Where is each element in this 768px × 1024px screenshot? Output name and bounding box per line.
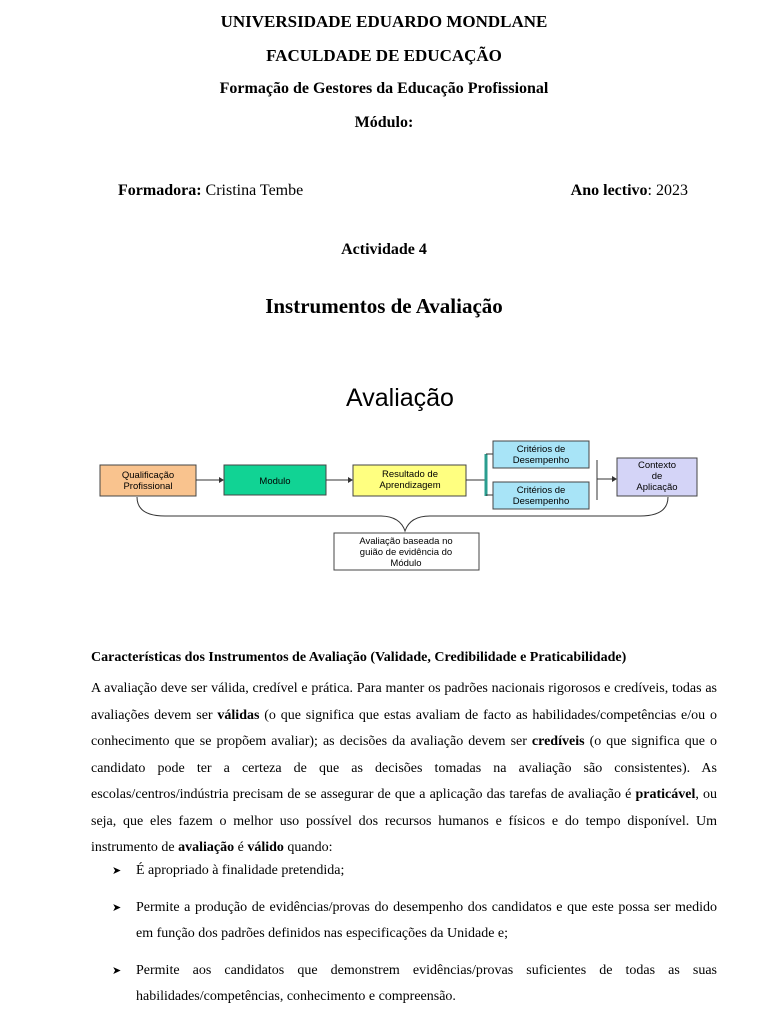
list-item-text: Permite a produção de evidências/provas do desempenho dos candidatos e que este possa ser medido em função dos padrões definidos nas especificações da Unidade e; <box>136 899 717 941</box>
box-resultado-line2: Aprendizagem <box>379 480 441 491</box>
activity-label: Actividade 4 <box>341 241 427 258</box>
trainer-label: Formadora: <box>118 182 202 199</box>
faculty-name: FACULDADE DE EDUCAÇÃO <box>266 46 502 65</box>
section-heading: Características dos Instrumentos de Avaliação (Validade, Credibilidade e Praticabilidade) <box>91 650 627 665</box>
list-item <box>112 958 717 1011</box>
box-contexto-line2: de <box>651 471 663 482</box>
para-text-5: é <box>234 840 248 855</box>
arrow-bullet-icon: ➤ <box>112 964 122 977</box>
para-text-1: A avaliação deve ser válida, credível e prática. Para manter os padrões nacionais rigorosos e credíveis, todas as avaliações devem ser <box>91 681 717 723</box>
para-text-2: (o que significa que estas avaliam de facto as habilidades/competências e/ou o conhecimento que se propõem avaliar); as decisões da avaliação devem ser <box>91 707 717 749</box>
list-item-text: É apropriado à finalidade pretendida; <box>136 863 345 878</box>
program-name: Formação de Gestores da Educação Profissional <box>219 80 549 97</box>
box-criterios-top-line2: Desempenho <box>512 455 570 466</box>
box-qualificacao-line2: Profissional <box>123 481 173 492</box>
year-value: : 2023 <box>647 182 688 199</box>
list-item <box>112 858 717 885</box>
year-label: Ano lectivo <box>570 182 648 199</box>
box-criterios-bottom-line2: Desempenho <box>512 496 570 507</box>
box-modulo-label: Modulo <box>259 476 291 487</box>
box-contexto-line1: Contexto <box>637 460 677 471</box>
arrowhead-modulo-resultado <box>348 477 353 483</box>
box-criterios-bottom-line1: Critérios de <box>516 485 566 496</box>
para-text-4: , ou seja, que eles fazem o melhor uso possível dos recursos humanos e físicos e do tempo disponível. Um instrumento de <box>91 787 717 855</box>
diagram-title: Avaliação <box>346 384 454 412</box>
box-avaliacao-line3: Módulo <box>390 558 422 569</box>
para-bold-avaliacao: avaliação <box>178 840 235 855</box>
arrow-bullet-icon: ➤ <box>112 865 122 877</box>
para-bold-valido: válido <box>247 840 284 855</box>
trainer-line <box>118 182 303 200</box>
box-qualificacao-line1: Qualificação <box>121 470 175 481</box>
para-bold-praticavel: praticável <box>635 787 696 802</box>
box-resultado-line1: Resultado de <box>382 469 438 480</box>
body-paragraph <box>91 676 717 862</box>
criteria-list <box>112 858 717 1011</box>
list-item <box>112 895 717 948</box>
year-line <box>571 182 688 200</box>
trainer-name: Cristina Tembe <box>201 182 304 199</box>
document-title: Instrumentos de Avaliação <box>265 294 503 318</box>
box-contexto-line3: Aplicação <box>636 482 678 493</box>
evaluation-diagram <box>0 380 768 580</box>
para-text-6: quando: <box>283 840 333 855</box>
university-name: UNIVERSIDADE EDUARDO MONDLANE <box>220 12 548 31</box>
box-criterios-top-line1: Critérios de <box>516 444 566 455</box>
arrowhead-qual-modulo <box>219 477 224 483</box>
para-bold-validas: válidas <box>217 707 260 723</box>
para-text-3: (o que significa que o candidato pode ter a certeza de que as decisões tomadas na avaliação são consistentes). As escolas/centros/indústria precisam de se assegurar de que a aplicação das tarefas de avaliação é <box>91 734 717 802</box>
box-avaliacao-line2: guião de evidência do <box>359 547 453 558</box>
arrowhead-criterios-contexto <box>612 476 617 482</box>
box-avaliacao-line1: Avaliação baseada no <box>359 536 453 547</box>
module-label: Módulo: <box>354 114 414 131</box>
list-item-text: Permite aos candidatos que demonstrem evidências/provas suficientes de todas as suas habilidades/competências, conhecimento e compreensão. <box>136 962 717 1004</box>
para-bold-crediveis: credíveis <box>531 734 585 749</box>
arrow-bullet-icon: ➤ <box>112 901 122 914</box>
